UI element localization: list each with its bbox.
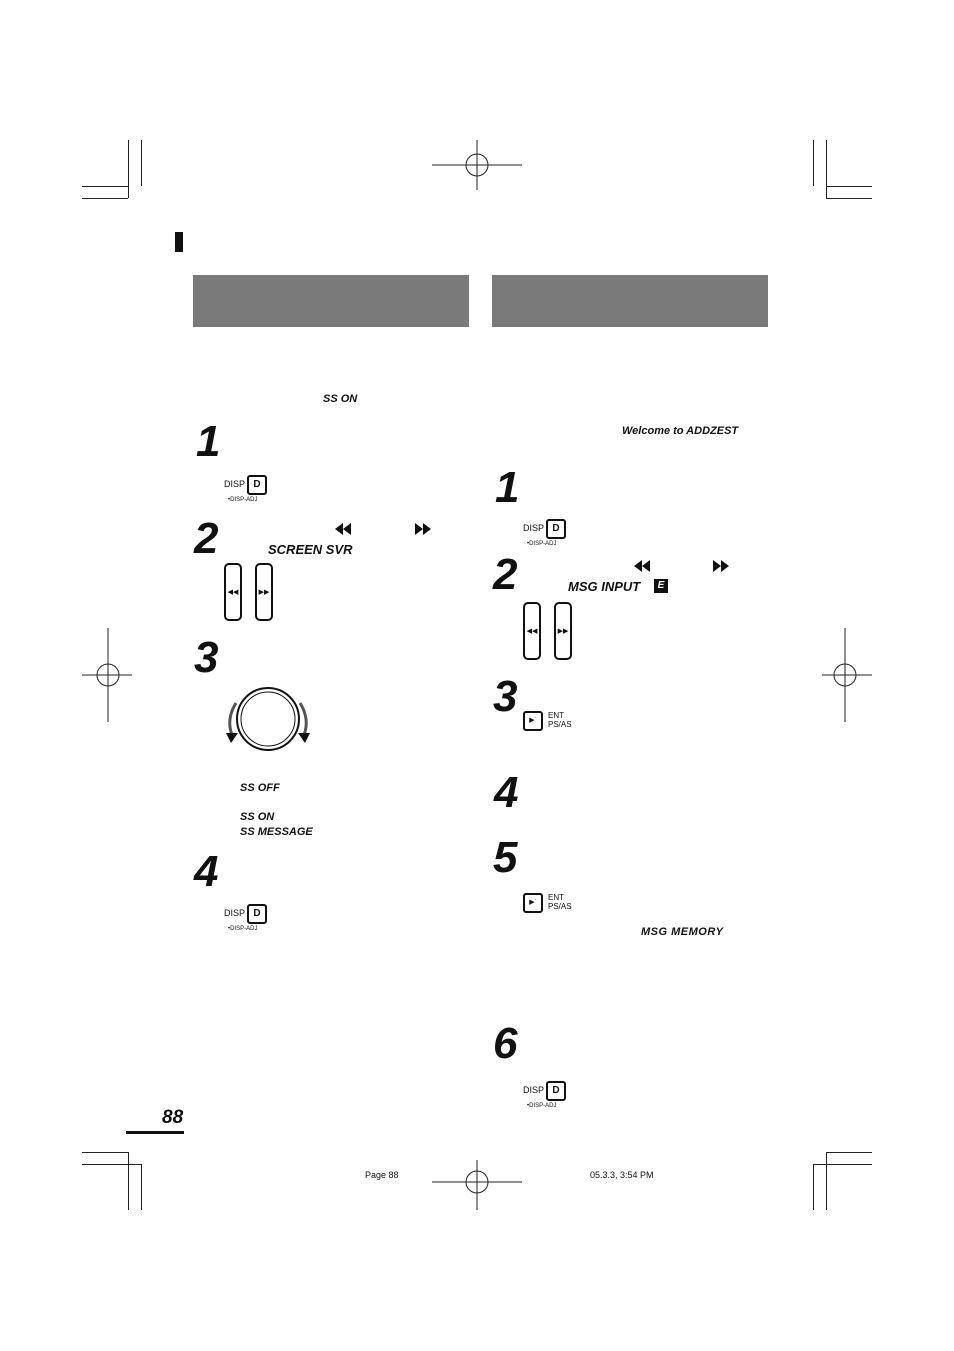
page-number-rule (126, 1131, 184, 1134)
disp-label: DISP (224, 479, 246, 489)
step-number: 2 (194, 514, 219, 563)
seek-buttons (523, 602, 573, 662)
ent-label-line1: ENT (548, 711, 564, 720)
footer-timestamp: 05.3.3, 3:54 PM (590, 1170, 654, 1180)
disp-button (523, 1081, 583, 1115)
ent-label-line2: PS/AS (548, 902, 572, 911)
status-label: SS ON (323, 393, 358, 405)
right-header-bar (492, 275, 768, 327)
step-number: 1 (196, 417, 221, 466)
disp-button (523, 519, 583, 553)
step-number: 1 (495, 463, 520, 512)
option-ss-off: SS OFF (240, 782, 280, 794)
registration-mark-icon (82, 628, 132, 722)
seek-forward-key: ▶▶ (554, 602, 572, 660)
ent-label-line1: ENT (548, 893, 564, 902)
play-pause-icon: ▶ॱ (523, 711, 543, 731)
disp-button (224, 475, 284, 509)
disp-key: D (546, 1081, 566, 1101)
page-number: 88 (162, 1107, 184, 1128)
section-marker (175, 232, 183, 252)
option-ss-message: SS MESSAGE (240, 826, 313, 838)
rotary-knob-icon (222, 683, 314, 763)
menu-item-label: SCREEN SVR (268, 542, 353, 557)
disp-sub-label: •DISP-ADJ (228, 926, 258, 932)
step-number: 6 (493, 1019, 518, 1068)
seek-back-key: ◀◀ (224, 563, 242, 621)
rewind-icon (334, 522, 354, 536)
registration-mark-icon (822, 628, 872, 722)
disp-key: D (546, 519, 566, 539)
menu-badge: E (654, 579, 668, 593)
play-pause-icon: ▶ॱ (523, 893, 543, 913)
seek-back-key: ◀◀ (523, 602, 541, 660)
ent-button (523, 893, 583, 917)
registration-mark-icon (430, 140, 524, 190)
disp-label: DISP (523, 1085, 545, 1095)
fast-forward-icon (413, 522, 433, 536)
ent-label (548, 893, 572, 911)
seek-forward-key: ▶▶ (255, 563, 273, 621)
rewind-icon (633, 559, 653, 573)
footer-page-label: Page 88 (365, 1170, 399, 1180)
seek-buttons (224, 563, 274, 623)
ent-label-line2: PS/AS (548, 720, 572, 729)
ent-label (548, 711, 572, 729)
menu-item-label: MSG INPUT (568, 579, 641, 594)
step-number: 3 (194, 633, 219, 682)
option-ss-on: SS ON (240, 811, 275, 823)
registration-mark-icon (430, 1160, 524, 1210)
step-number: 2 (493, 550, 518, 599)
disp-button (224, 904, 284, 938)
disp-label: DISP (523, 523, 545, 533)
fast-forward-icon (711, 559, 731, 573)
step-number: 5 (493, 833, 518, 882)
disp-key: D (247, 475, 267, 495)
left-header-bar (193, 275, 469, 327)
disp-sub-label: •DISP-ADJ (527, 1103, 557, 1109)
ent-button (523, 711, 583, 735)
memory-label: MSG MEMORY (641, 926, 724, 938)
step-number: 4 (494, 768, 519, 817)
default-message-label: Welcome to ADDZEST (622, 425, 739, 437)
disp-key: D (247, 904, 267, 924)
disp-sub-label: •DISP-ADJ (228, 497, 258, 503)
disp-sub-label: •DISP-ADJ (527, 541, 557, 547)
disp-label: DISP (224, 908, 246, 918)
step-number: 4 (194, 847, 219, 896)
step-number: 3 (493, 672, 518, 721)
